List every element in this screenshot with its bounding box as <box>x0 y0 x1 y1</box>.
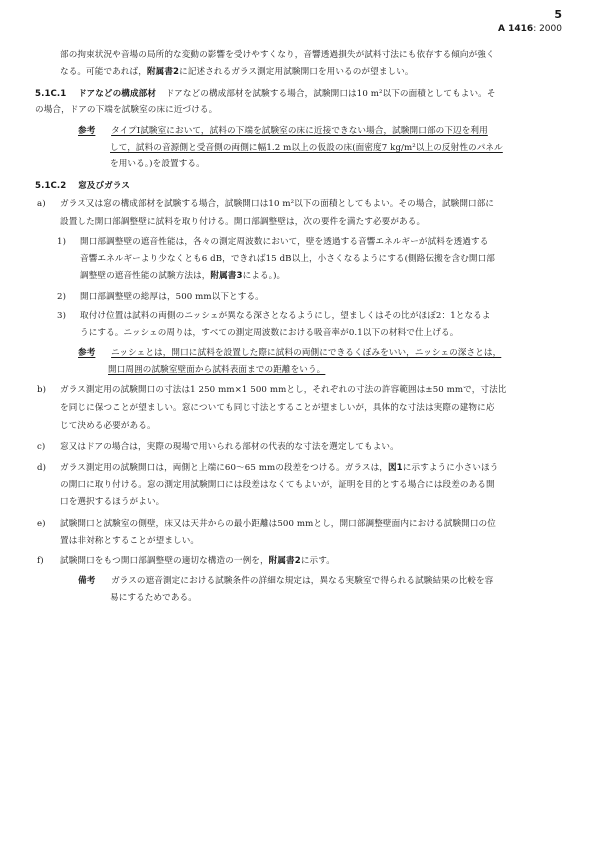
note-tag: 参考 <box>78 126 96 136</box>
list-label-c: c) <box>37 442 46 452</box>
list-label-e: e) <box>37 519 46 529</box>
list-item-1: 調整壁の遮音性能の試験方法は，附属書3による。)。 <box>80 271 286 281</box>
list-label-d: d) <box>37 463 47 473</box>
note-line: を用いる。)を設置する。 <box>110 159 205 169</box>
section-text: ドアなどの構成部材を試験する場合，試験開口は10 m²以下の面積としてもよい。そ <box>165 89 496 99</box>
annex-reference: 附属書2 <box>146 67 180 77</box>
list-item-3: 取付け位置は試料の両側のニッシェが異なる深さとなるようにし，望ましくはその比がほぼ2：1となるよ <box>80 311 491 321</box>
standard-year: : 2000 <box>533 24 562 34</box>
figure-reference: 図1 <box>387 463 403 473</box>
list-item-b: を同じに保つことが望ましい。窓についても同じ寸法とすることが望ましいが，具体的な寸法は実際の建物に応 <box>60 403 495 413</box>
list-item-b: ガラス測定用の試験開口の寸法は1 250 mm×1 500 mmとし，それぞれの寸法の許容範囲は±50 mmで，寸法比 <box>60 385 507 395</box>
list-item-2: 開口部調整壁の総厚は，500 mm以下とする。 <box>80 292 264 302</box>
section-number: 5.1C.2 <box>35 181 67 191</box>
list-label-a: a) <box>37 199 46 209</box>
section-title: ドアなどの構成部材 <box>78 89 157 99</box>
paragraph-line: なる。可能であれば，附属書2に記述されるガラス測定用試験開口を用いるのが望ましい。 <box>60 67 414 77</box>
note-line: して，試料の音源側と受音側の両側に幅1.2 m以上の仮設の床(面密度7 kg/m²以上の反射性のパネル <box>110 143 503 153</box>
section-title: 窓及びガラス <box>78 181 130 191</box>
note-sanko-1: 参考 タイプⅠ試験室において，試料の下端を試験室の床に近接できない場合，試験開口部の下辺を利用 <box>78 126 488 136</box>
list-item-e: 置は非対称とすることが望ましい。 <box>60 536 200 546</box>
paragraph-line: の場合，ドアの下端を試験室の床に近づける。 <box>35 105 218 115</box>
list-item-f: 試験開口をもつ開口部調整壁の適切な構造の一例を，附属書2に示す。 <box>60 556 335 566</box>
list-item-c: 窓又はドアの場合は，実際の現場で用いられる部材の代表的な寸法を選定してもよい。 <box>60 442 399 452</box>
list-item-d: の開口に取り付ける。窓の測定用試験開口には段差はなくてもよいが，証明を目的とする場合には段差のある開 <box>60 480 495 490</box>
note-tag: 備考 <box>78 576 96 586</box>
list-item-e: 試験開口と試験室の側壁，床又は天井からの最小距離は500 mmとし，開口部調整壁面内における試験開口の位 <box>60 519 496 529</box>
section-5-1c-1-heading <box>35 88 496 101</box>
list-item-b: じて決める必要がある。 <box>60 421 156 431</box>
list-item-a: ガラス又は窓の構成部材を試験する場合，試験開口は10 m²以下の面積としてもよい。その場合，試験開口部に <box>60 199 495 209</box>
list-item-a: 設置した開口部調整壁に試料を取り付ける。開口部調整壁は，次の要件を満たす必要がある。 <box>60 217 426 227</box>
section-5-1c-2-heading <box>35 180 130 193</box>
note-line: 易にするためである。 <box>110 593 197 603</box>
list-item-1: 音響エネルギーより少なくとも6 dB，できれば15 dB以上，小さくなるようにする(側路伝搬を含む開口部 <box>80 254 495 264</box>
note-biko: 備考 ガラスの遮音測定における試験条件の詳細な規定は，異なる実験室で得られる試験結果の比較を容 <box>78 576 494 586</box>
list-item-d: 口を選択するほうがよい。 <box>60 497 165 507</box>
list-label-2: 2) <box>57 292 67 302</box>
note-sanko-2: 参考 ニッシェとは，開口に試料を設置した際に試料の両側にできるくぼみをいい，ニッシェの深さとは， <box>78 348 502 358</box>
note-line: 開口周囲の試験室壁面から試料表面までの距離をいう。 <box>108 365 326 375</box>
annex-reference: 附属書2 <box>268 556 301 566</box>
list-item-1: 開口部調整壁の遮音性能は，各々の測定周波数において，壁を透過する音響エネルギーが試料を透過する <box>80 237 489 247</box>
list-item-3: うにする。ニッシェの周りは，すべての測定周波数における吸音率が0.1以下の材料で仕上げる。 <box>80 328 459 338</box>
annex-reference: 附属書3 <box>210 271 243 281</box>
paragraph-line: 部の拘束状況や音場の局所的な変動の影響を受けやすくなり，音響透過損失が試料寸法にも依存する傾向が強く <box>60 50 495 60</box>
note-tag: 参考 <box>78 348 96 358</box>
section-number: 5.1C.1 <box>35 89 67 99</box>
list-label-3: 3) <box>57 311 67 321</box>
list-label-1: 1) <box>57 237 67 247</box>
standard-identifier <box>498 24 562 34</box>
list-item-d: ガラス測定用の試験開口は，両側と上端に60～65 mmの段差をつける。ガラスは，図1に示すように小さいほう <box>60 463 499 473</box>
list-label-f: f) <box>37 556 44 566</box>
standard-code: A 1416 <box>498 24 534 34</box>
list-label-b: b) <box>37 385 47 395</box>
page-number: 5 <box>554 8 562 21</box>
